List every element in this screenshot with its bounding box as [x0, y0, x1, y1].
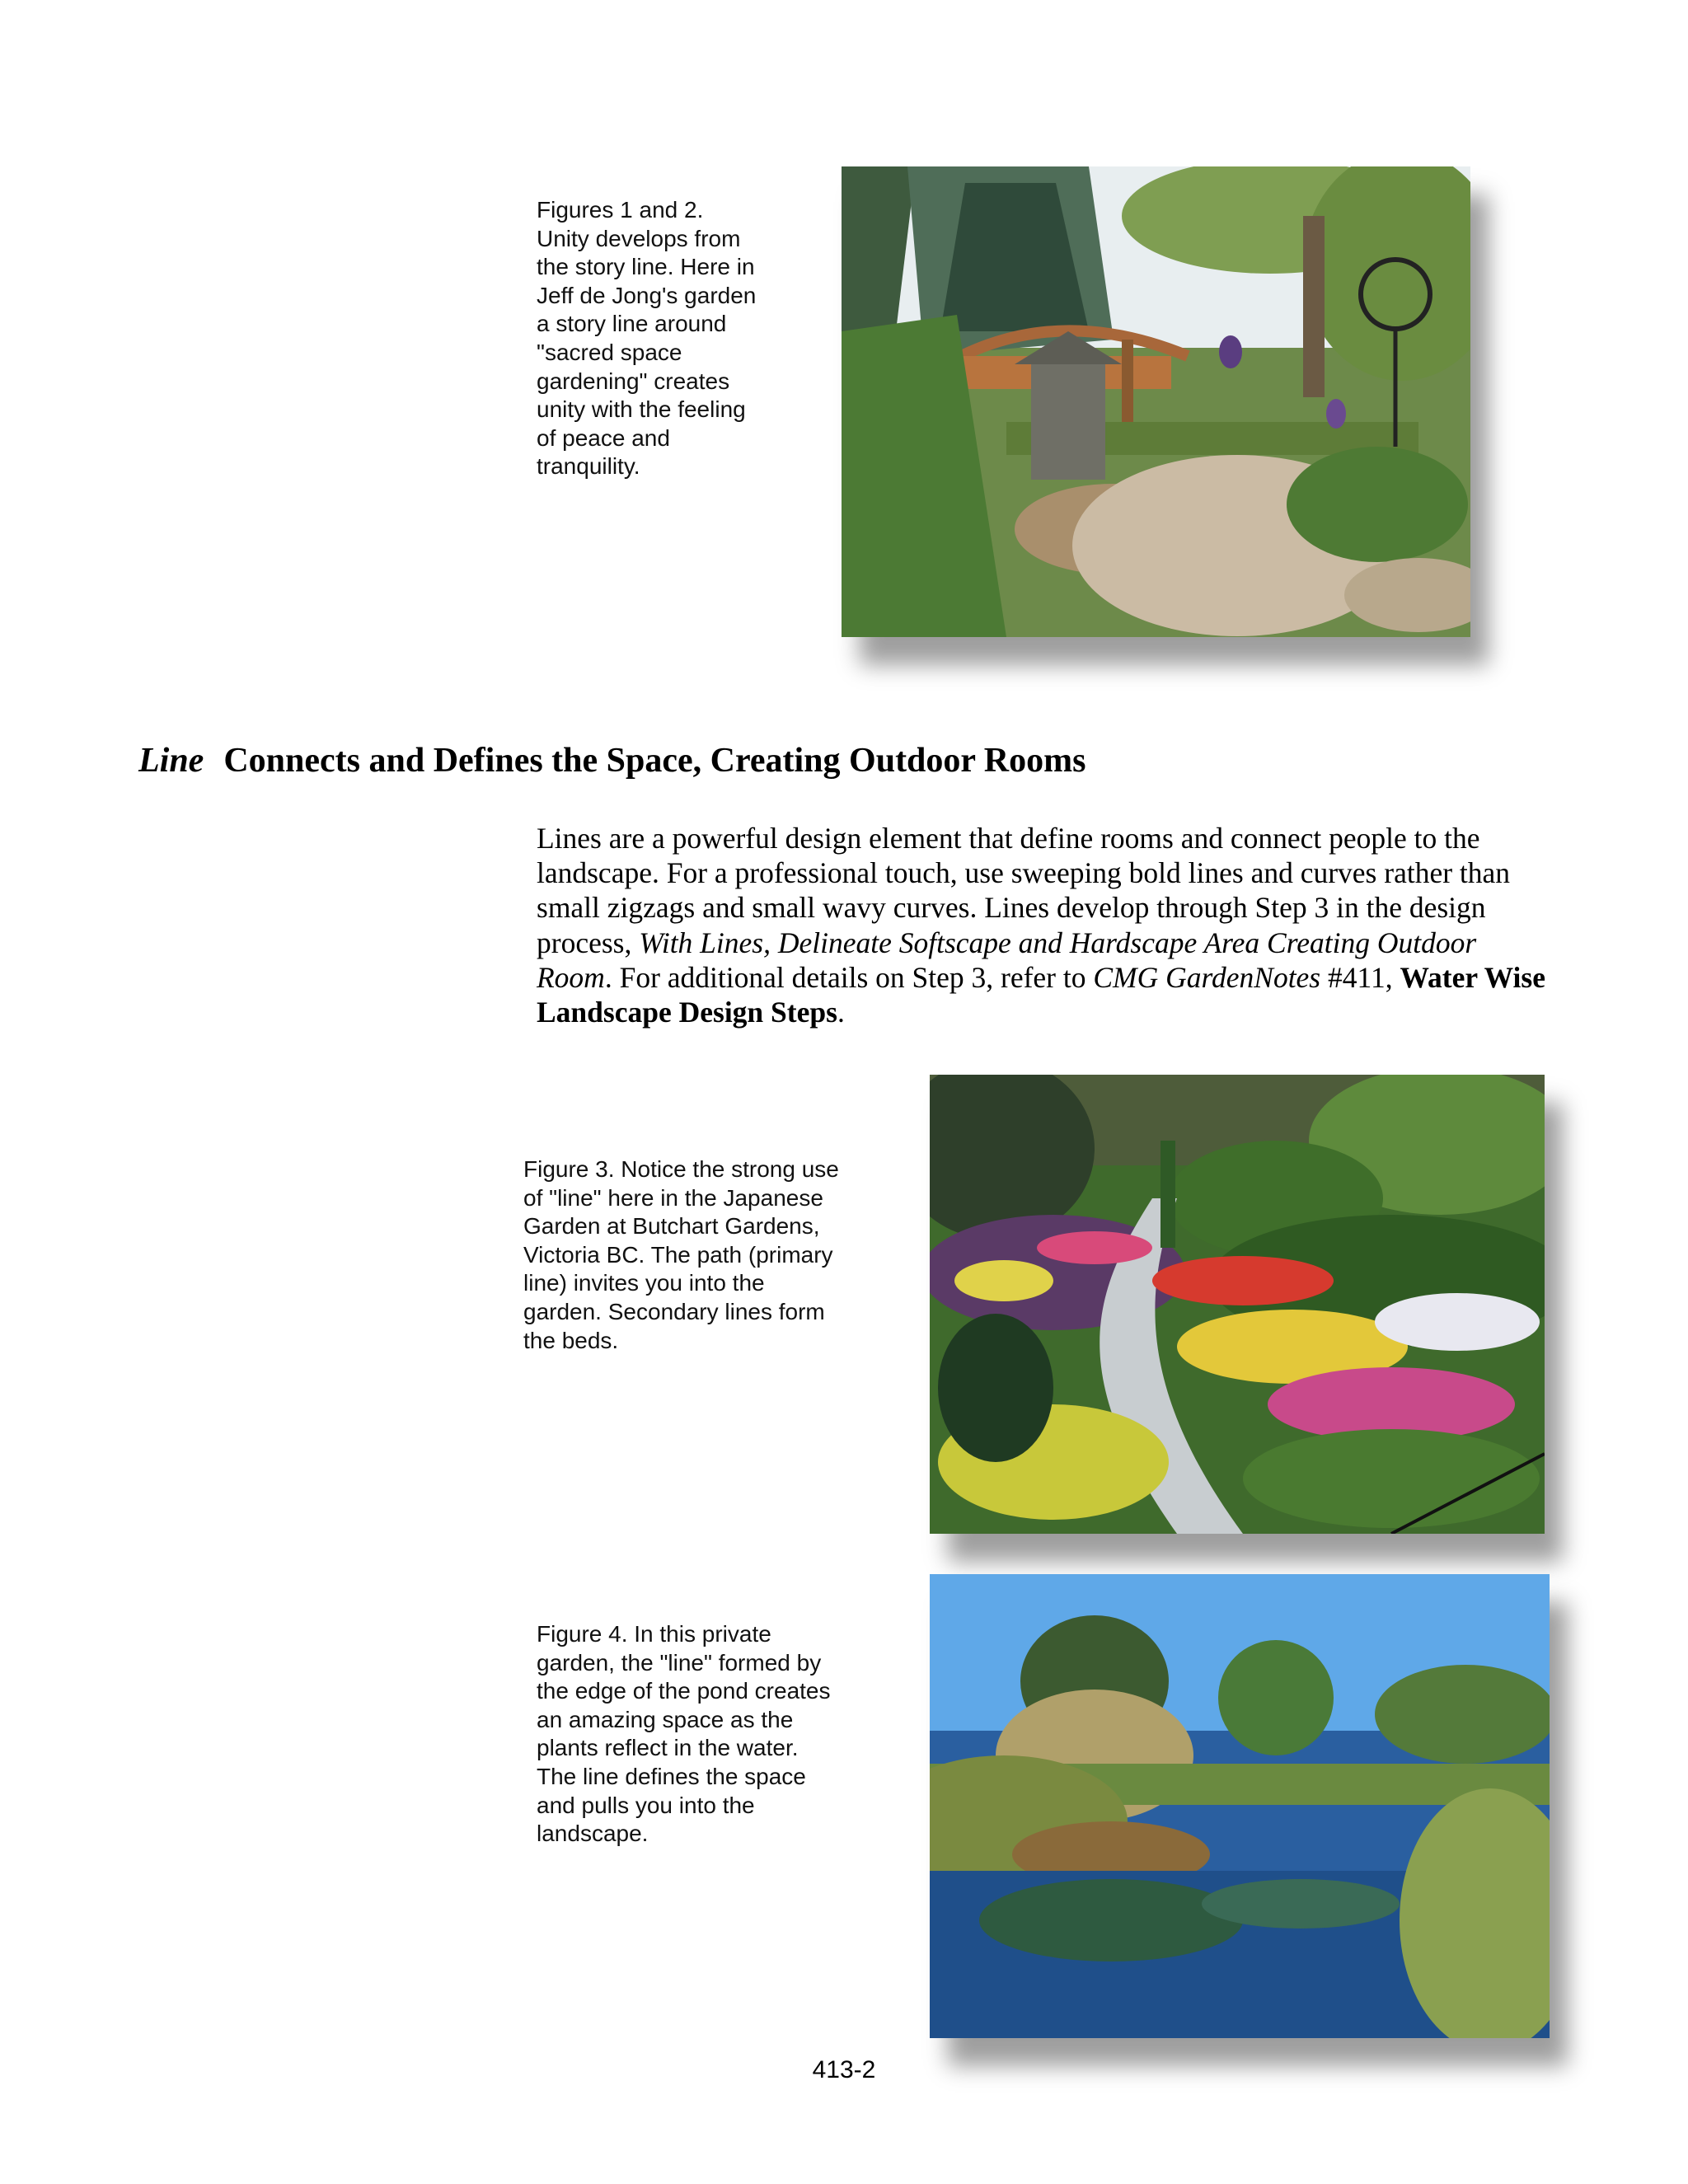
body-paragraph	[537, 821, 1559, 1029]
heading-emphasis: Line	[138, 742, 204, 780]
figure-4-caption: Figure 4. In this private garden, the "line" formed by the edge of the pond creates an amazing space as the plants reflect in the water. The line defines the space and pulls you into the landscape.	[537, 1621, 831, 1847]
para-text-2: . For additional details on Step 3, refer to	[604, 960, 1094, 994]
para-bold-reference: Water Wise Landscape Design Steps	[537, 960, 1545, 1029]
figure-4-pond-photo	[930, 1574, 1550, 2038]
para-italic-step-title: With Lines, Delineate Softscape and Hardscape Area Creating Outdoor Room	[537, 926, 1477, 994]
page-number: 413-2	[812, 2056, 876, 2083]
para-text-end: .	[837, 996, 845, 1029]
figure-1-garden-photo	[842, 166, 1470, 637]
heading-text: Connects and Defines the Space, Creating Outdoor Rooms	[223, 742, 1086, 780]
para-text-1: Lines are a powerful design element that define rooms and connect people to the landscape. For a professional touch, use sweeping bold lines and curves rather than small zigzags and small wavy curves. Lines develop through Step 3 in the design process,	[537, 822, 1511, 959]
figure-3-caption: Figure 3. Notice the strong use of "line" here in the Japanese Garden at Butchart Gardens, Victoria BC. The path (primary line) invites you into the garden. Secondary lines form the beds.	[523, 1156, 839, 1353]
para-italic-reference: CMG GardenNotes	[1093, 960, 1321, 994]
figure-1-2-caption: Figures 1 and 2. Unity develops from the story line. Here in Jeff de Jong's garden a story line around "sacred space gardening" creates unity with the feeling of peace and tranquility.	[537, 197, 757, 480]
section-heading	[138, 740, 1085, 781]
figure-3-butchart-photo	[930, 1075, 1545, 1534]
para-text-3: #411,	[1320, 960, 1400, 994]
